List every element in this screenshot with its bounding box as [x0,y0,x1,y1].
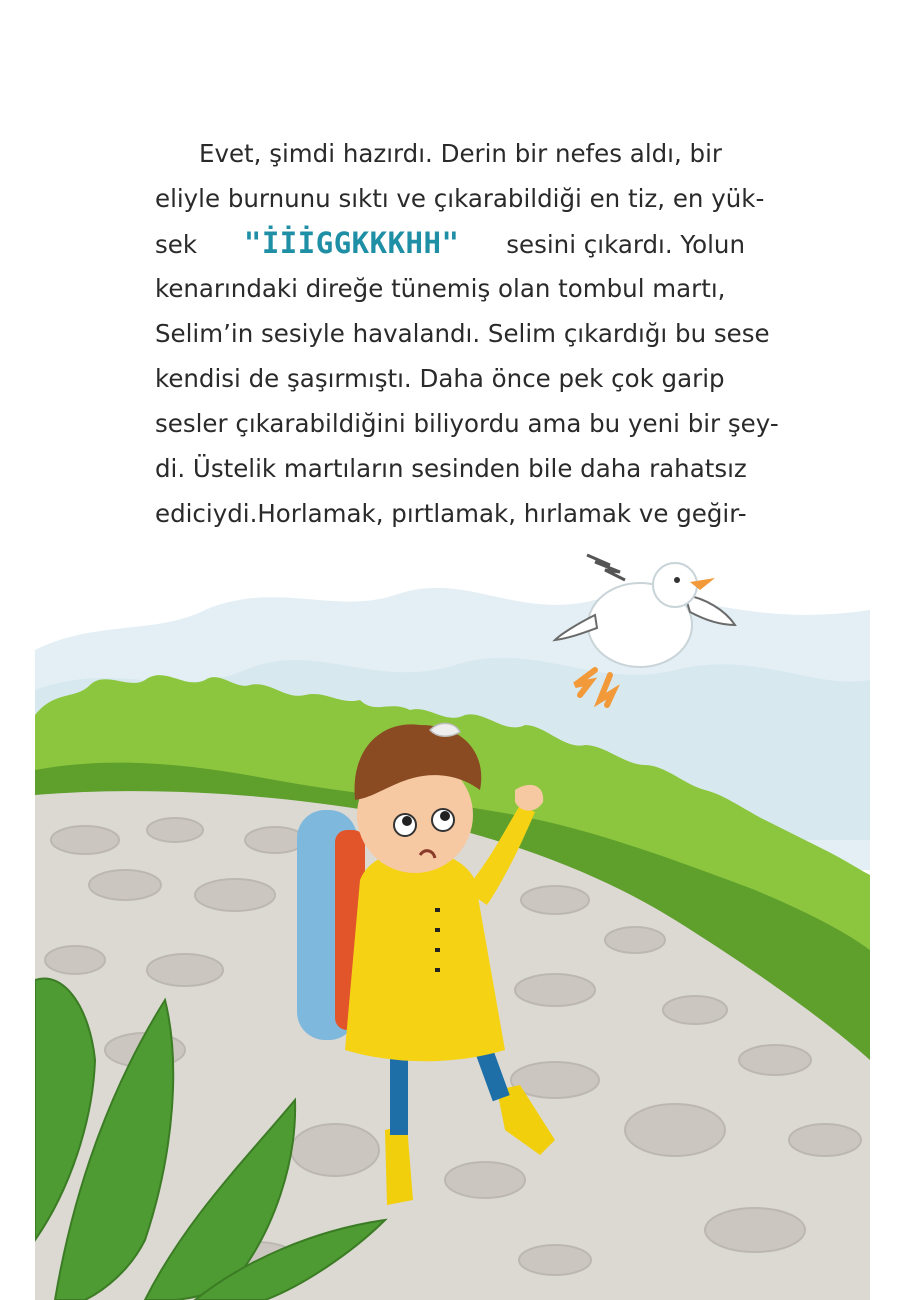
text-line [155,401,779,446]
text-line [155,131,745,176]
line-text: sesini çıkardı. Yolun [506,230,745,259]
text-line-with-shout [155,221,745,266]
seagull-eye [674,577,680,583]
line-text: sesler çıkarabildiğini biliyordu ama bu yeni bir şey- [155,409,779,438]
seagull-head [653,563,697,607]
line-text: di. Üstelik martıların sesinden bile daha rahatsız [155,454,747,483]
line-text: ediciydi.Horlamak, pırtlamak, hırlamak ve geğir- [155,499,747,528]
hand [515,785,543,811]
line-text: kendisi de şaşırmıştı. Daha önce pek çok garip [155,364,725,393]
line-text: Evet, şimdi hazırdı. Derin bir nefes aldı, bir [199,139,722,168]
text-line [155,446,745,491]
shout-sound-text: "İİİGGKKKHH" [243,226,460,260]
text-line [155,266,745,311]
line-text: sek [155,230,198,259]
story-illustration [35,540,870,1300]
text-line [155,311,770,356]
story-paragraph [155,131,779,536]
line-text: eliyle burnunu sıktı ve çıkarabildiği en tiz, en yük- [155,184,765,213]
text-line [155,491,745,536]
left-pupil [402,816,412,826]
left-leg [390,1055,408,1135]
right-pupil [440,811,450,821]
line-text: Selim’in sesiyle havalandı. Selim çıkardığı bu sese [155,319,770,348]
text-line [155,356,745,401]
line-text: kenarındaki direğe tünemiş olan tombul martı, [155,274,726,303]
text-line [155,176,765,221]
